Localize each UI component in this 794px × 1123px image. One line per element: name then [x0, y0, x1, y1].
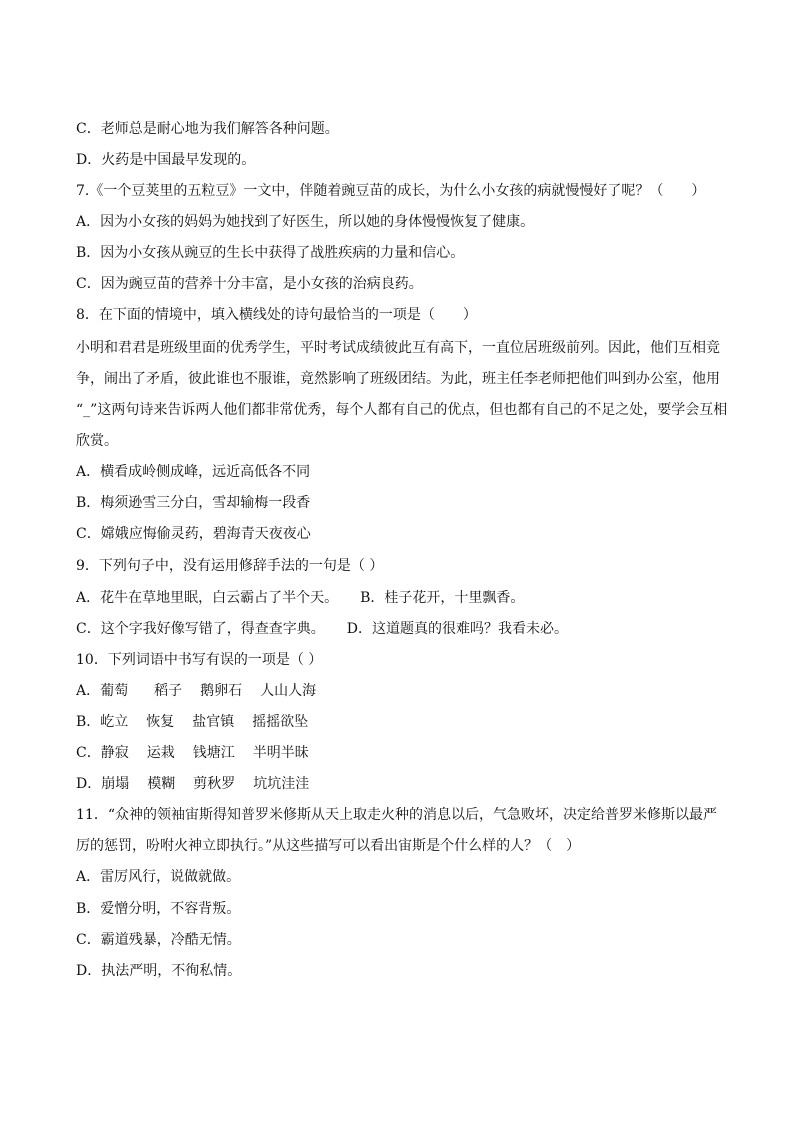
q10-option-b [76, 712, 726, 732]
q9-option-d: D．这道题真的很难吗？我看未必。 [346, 621, 568, 637]
q10-word: 鹅卵石 [200, 683, 243, 699]
q10-option-label: B． [76, 714, 101, 730]
q8-option-b: B．梅须逊雪三分白，雪却输梅一段香 [76, 495, 311, 511]
q10-word: 半明半昧 [252, 745, 309, 761]
q10-option-c [76, 743, 726, 763]
q10-word: 坑坑洼洼 [253, 776, 310, 792]
q10-option-label: C． [76, 745, 101, 761]
q10-word: 运栽 [146, 745, 175, 761]
q8-passage-line-1: 小明和君君是班级里面的优秀学生，平时考试成绩彼此互有高下，一直位居班级前列。因此，他们互相竞 [76, 340, 720, 356]
q10-option-a [76, 681, 726, 701]
q11-option-c: C．霸道残暴，冷酷无情。 [76, 932, 241, 948]
q10-word: 屹立 [100, 714, 129, 730]
q11-option-a: A．雷厉风行，说做就做。 [76, 869, 241, 885]
q10-option-label: A． [76, 683, 101, 699]
q8-passage-line-3: “_”这两句诗来告诉两人他们都非常优秀，每个人都有自己的优点，但也都有自己的不足之处，要学会互相 [76, 402, 728, 418]
q10-word: 恢复 [146, 714, 175, 730]
q8-passage-line-2: 争，闹出了矛盾，彼此谁也不服谁，竟然影响了班级团结。为此，班主任李老师把他们叫到办公室，他用 [76, 371, 720, 387]
q10-word: 钱塘江 [192, 745, 235, 761]
q10-word: 盐官镇 [192, 714, 235, 730]
q7-option-c: C．因为豌豆苗的营养十分丰富，是小女孩的治病良药。 [76, 276, 423, 292]
q11-stem-line-1: 11．“众神的领袖宙斯得知普罗米修斯从天上取走火种的消息以后，气急败坏，决定给普罗米修斯以最严 [76, 807, 717, 823]
q11-stem-line-2: 厉的惩罚，吩咐火神立即执行。”从这些描写可以看出宙斯是个什么样的人？（ ） [76, 838, 581, 854]
q6-option-c: C．老师总是耐心地为我们解答各种问题。 [76, 121, 339, 137]
q6-option-d: D．火药是中国最早发现的。 [76, 152, 256, 168]
q9-options-row-2 [76, 619, 726, 639]
q9-option-a: A．花牛在草地里眠，白云霸占了半个天。 [76, 590, 339, 606]
q10-word: 稻子 [154, 683, 183, 699]
q11-option-d: D．执法严明，不徇私情。 [76, 963, 242, 979]
q10-option-d [76, 774, 726, 794]
q8-option-c: C．嫦娥应悔偷灵药，碧海青天夜夜心 [76, 526, 311, 542]
q10-option-label: D． [76, 776, 102, 792]
q10-word: 崩塌 [101, 776, 130, 792]
q8-passage-line-4: 欣赏。 [76, 433, 118, 449]
q9-stem: 9．下列句子中，没有运用修辞手法的一句是（ ） [76, 558, 384, 574]
q9-options-row-1 [76, 588, 726, 608]
q10-word: 剪秋罗 [193, 776, 236, 792]
q10-word: 模糊 [147, 776, 176, 792]
q8-option-a: A．横看成岭侧成峰，远近高低各不同 [76, 464, 311, 480]
q7-stem: 7.《一个豆荚里的五粒豆》一文中，伴随着豌豆苗的成长，为什么小女孩的病就慢慢好了呢？（ ） [76, 183, 706, 199]
q7-option-a: A．因为小女孩的妈妈为她找到了好医生，所以她的身体慢慢恢复了健康。 [76, 214, 535, 230]
q11-option-b: B．爱憎分明，不容背叛。 [76, 901, 241, 917]
q10-word: 人山人海 [260, 683, 317, 699]
q7-option-b: B．因为小女孩从豌豆的生长中获得了战胜疾病的力量和信心。 [76, 245, 465, 261]
q8-stem: 8．在下面的情境中，填入横线处的诗句最恰当的一项是（ ） [76, 307, 477, 323]
q9-option-c: C．这个字我好像写错了，得查查字典。 [76, 621, 325, 637]
q10-stem: 10．下列词语中书写有误的一项是（ ） [76, 652, 323, 668]
q10-word: 葡萄 [100, 683, 129, 699]
q10-word: 静寂 [100, 745, 129, 761]
q10-word: 摇摇欲坠 [252, 714, 309, 730]
q9-option-b: B．桂子花开，十里飘香。 [360, 590, 525, 606]
